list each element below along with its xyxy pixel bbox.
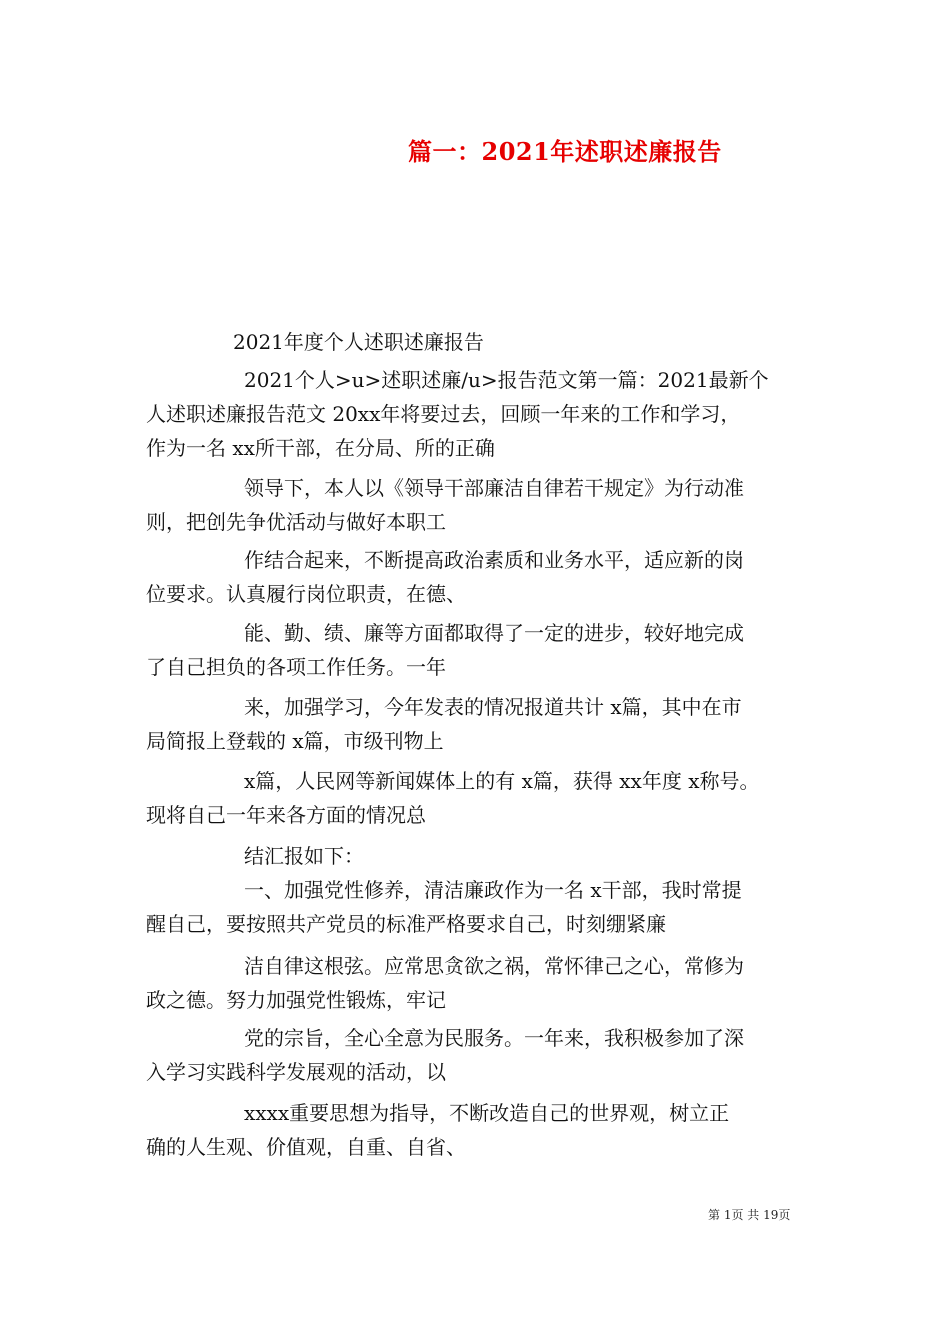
body-paragraph [146, 949, 818, 1017]
paragraph-line: 现将自己一年来各方面的情况总 [146, 803, 426, 827]
paragraph-line: 入学习实践科学发展观的活动，以 [146, 1060, 446, 1084]
body-paragraph [146, 1021, 818, 1089]
paragraph-line: x篇，人民网等新闻媒体上的有 x篇，获得 xx年度 x称号。 [244, 769, 760, 793]
paragraph-line: 醒自己，要按照共产党员的标准严格要求自己，时刻绷紧廉 [146, 912, 666, 936]
paragraph-line: 能、勤、绩、廉等方面都取得了一定的进步，较好地完成 [244, 621, 744, 645]
paragraph-line: 来，加强学习，今年发表的情况报道共计 x篇，其中在市 [244, 695, 742, 719]
paragraph-line: 则，把创先争优活动与做好本职工 [146, 510, 446, 534]
document-subtitle: 2021年度个人述职述廉报告 [233, 330, 484, 354]
paragraph-line: xxxx重要思想为指导，不断改造自己的世界观，树立正 [244, 1101, 730, 1125]
paragraph-line: 洁自律这根弦。应常思贪欲之祸，常怀律己之心，常修为 [244, 954, 744, 978]
body-paragraph [146, 690, 818, 758]
body-paragraph [146, 873, 818, 941]
paragraph-line: 领导下，本人以《领导干部廉洁自律若干规定》为行动准 [244, 476, 744, 500]
page-footer: 第 1页 共 19页 [708, 1208, 791, 1222]
paragraph-line: 一、加强党性修养，清洁廉政作为一名 x干部，我时常提 [244, 878, 742, 902]
paragraph-line: 政之德。努力加强党性锻炼，牢记 [146, 988, 446, 1012]
paragraph-line: 局简报上登载的 x篇，市级刊物上 [146, 729, 444, 753]
paragraph-line: 结汇报如下： [244, 844, 364, 868]
paragraph-line: 位要求。认真履行岗位职责，在德、 [146, 582, 466, 606]
body-paragraph [146, 471, 818, 539]
paragraph-line: 2021个人>u>述职述廉/u>报告范文第一篇：2021最新个 [244, 368, 769, 392]
paragraph-line: 党的宗旨，全心全意为民服务。一年来，我积极参加了深 [244, 1026, 744, 1050]
paragraph-line: 作为一名 xx所干部，在分局、所的正确 [146, 436, 495, 460]
body-paragraph [146, 616, 818, 684]
body-paragraph [146, 543, 818, 611]
document-title: 篇一：2021年述职述廉报告 [408, 137, 722, 166]
body-paragraph [146, 363, 818, 465]
body-paragraph [146, 1096, 818, 1164]
body-paragraph [146, 764, 818, 832]
paragraph-line: 人述职述廉报告范文 20xx年将要过去，回顾一年来的工作和学习， [146, 402, 741, 426]
paragraph-line: 确的人生观、价值观，自重、自省、 [146, 1135, 466, 1159]
paragraph-line: 了自己担负的各项工作任务。一年 [146, 655, 446, 679]
paragraph-line: 作结合起来，不断提高政治素质和业务水平，适应新的岗 [244, 548, 744, 572]
body-paragraph [146, 839, 818, 873]
